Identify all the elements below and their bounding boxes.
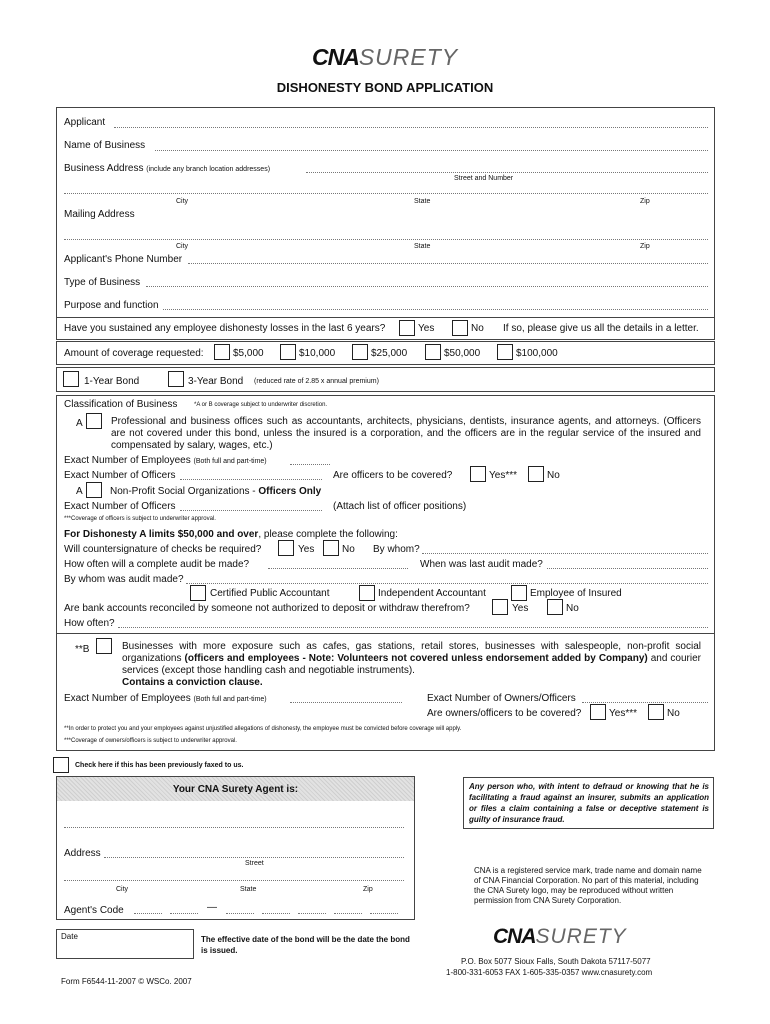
audit-by-label: By whom was audit made? (64, 574, 184, 585)
three-year-label: 3-Year Bond (188, 376, 244, 387)
coverage-5000-checkbox[interactable] (214, 344, 230, 360)
fraud-warning: Any person who, with intent to defraud or knowing that he is facilitating a fraud against an insurer, submits an application or files a claim containing a false or deceptive statement is guilty of insurance fraud. (469, 782, 709, 824)
b-exact-employees-field[interactable] (290, 702, 402, 703)
agent-street-caption: Street (245, 860, 264, 867)
coverage-100000-checkbox[interactable] (497, 344, 513, 360)
reconciled-no-label: No (566, 603, 579, 614)
city-caption: City (176, 198, 189, 205)
coverage-5000-label: $5,000 (233, 348, 264, 359)
class-a2-letter: A (76, 486, 83, 497)
cpa-checkbox[interactable] (190, 585, 206, 601)
class-a2-checkbox[interactable] (86, 482, 102, 498)
class-a-description: Professional and business offices such as accountants, architects, physicians, dentists, insurance agents, and attorneys. (Officers are not covered under this bond, unless the insured is a corporation, and the officers are in the regular service of the insured and compensated by salary, wages, etc.) (111, 416, 701, 451)
purpose-label: Purpose and function (64, 300, 159, 311)
how-often-field[interactable] (118, 627, 708, 628)
agent-address-field[interactable] (104, 857, 404, 858)
state-caption: State (414, 198, 431, 205)
exact-officers-label: Exact Number of Officers (64, 470, 176, 481)
class-b-text-1: Businesses with more exposure such as cafes, gas stations, retail stores, businesses with salespeople, non-profit social organizations (122, 641, 701, 664)
classification-note: *A or B coverage subject to underwriter discretion. (194, 402, 328, 408)
losses-details: If so, please give us all the details in a letter. (503, 323, 699, 334)
exact-officers2-field[interactable] (180, 510, 322, 511)
owners-yes-label: Yes*** (609, 708, 637, 719)
mailing-address-label: Mailing Address (64, 209, 135, 220)
coverage-100000-label: $100,000 (516, 348, 558, 359)
by-whom-field[interactable] (422, 553, 708, 554)
owners-covered-label: Are owners/officers to be covered? (427, 708, 582, 719)
type-of-business-field[interactable] (146, 286, 708, 287)
exact-owners-label: Exact Number of Owners/Officers (427, 693, 576, 704)
how-often-label: How often? (64, 618, 115, 629)
class-b-checkbox[interactable] (96, 638, 112, 654)
applicant-field[interactable] (114, 127, 708, 128)
reconciled-no-checkbox[interactable] (547, 599, 563, 615)
conviction-note: **In order to protect you and your employees against unjustified allegations of dishonesty, the employee must be convicted before coverage will apply. (64, 726, 462, 732)
coverage-25000-checkbox[interactable] (352, 344, 368, 360)
agent-address-line2[interactable] (64, 880, 404, 881)
purpose-field[interactable] (163, 309, 708, 310)
footer-logo-cna: CNA (493, 925, 536, 948)
dishonesty-a-rest: , please complete the following: (258, 529, 398, 540)
footer-cna-surety-logo (493, 925, 627, 949)
owners-no-checkbox[interactable] (648, 704, 664, 720)
faxed-label: Check here if this has been previously faxed to us. (75, 762, 244, 769)
countersign-yes-label: Yes (298, 544, 315, 555)
dishonesty-a-heading (64, 529, 398, 540)
class-a-letter: A (76, 418, 83, 429)
b-exact-employees-label (64, 693, 267, 704)
countersign-no-checkbox[interactable] (323, 540, 339, 556)
employee-insured-checkbox[interactable] (511, 585, 527, 601)
phone-field[interactable] (188, 263, 708, 264)
three-year-note: (reduced rate of 2.85 x annual premium) (254, 378, 379, 385)
type-of-business-label: Type of Business (64, 277, 141, 288)
cpa-label: Certified Public Accountant (210, 588, 330, 599)
last-audit-label: When was last audit made? (420, 559, 543, 570)
class-b-text-bold: (officers and employees - Note: Volunteers not covered unless endorsement added by Company) (184, 653, 648, 664)
officers-covered-label: Are officers to be covered? (333, 470, 453, 481)
mailing-address-field[interactable] (64, 239, 708, 240)
class-b-letter: **B (75, 644, 90, 655)
class-b-description (122, 641, 701, 689)
coverage-25000-label: $25,000 (371, 348, 408, 359)
audit-often-field[interactable] (268, 568, 408, 569)
losses-yes-label: Yes (418, 323, 435, 334)
officers-yes-label: Yes*** (489, 470, 517, 481)
business-address-text: Business Address (64, 163, 144, 174)
full-part-note: (Both full and part-time) (193, 458, 267, 465)
faxed-checkbox[interactable] (53, 757, 69, 773)
agent-code-digit-6[interactable] (334, 913, 362, 914)
agent-code-digit-3[interactable] (226, 913, 254, 914)
officers-no-label: No (547, 470, 560, 481)
coverage-50000-label: $50,000 (444, 348, 481, 359)
coverage-50000-checkbox[interactable] (425, 344, 441, 360)
officers-only-text: Officers Only (258, 486, 322, 497)
agent-code-dash: — (207, 902, 217, 913)
countersign-label: Will countersignature of checks be required? (64, 544, 262, 555)
losses-no-checkbox[interactable] (452, 320, 468, 336)
losses-question: Have you sustained any employee dishonesty losses in the last 6 years? (64, 323, 386, 334)
business-address-label (64, 163, 270, 174)
agent-code-label: Agent's Code (64, 905, 124, 916)
owners-coverage-note: ***Coverage of owners/officers is subject to underwriter approval. (64, 738, 237, 744)
nonprofit-label (110, 486, 321, 497)
countersign-no-label: No (342, 544, 355, 555)
footer-phone: 1-800-331-6053 FAX 1-605-335-0357 www.cnasurety.com (446, 968, 653, 977)
exact-employees-label (64, 455, 267, 466)
date-label: Date (61, 932, 78, 941)
state-caption-2: State (414, 243, 431, 250)
agent-address-label: Address (64, 848, 101, 859)
reconciled-label: Are bank accounts reconciled by someone not authorized to deposit or withdraw therefrom? (64, 603, 470, 614)
agent-name-field[interactable] (64, 827, 404, 828)
footer-po-box: P.O. Box 5077 Sioux Falls, South Dakota 57117-5077 (461, 957, 651, 966)
class-b-conviction: Contains a conviction clause. (122, 677, 263, 688)
class-b-divider (56, 633, 715, 634)
exact-employees-text: Exact Number of Employees (64, 455, 191, 466)
last-audit-field[interactable] (547, 568, 708, 569)
trademark-notice: CNA is a registered service mark, trade name and domain name of CNA Financial Corporation. No part of this material, including the CNA Surety logo, may be reproduced without written permission from CNA Surety Corporation. (474, 866, 702, 905)
coverage-10000-label: $10,000 (299, 348, 336, 359)
exact-officers-field[interactable] (180, 479, 322, 480)
by-whom-label: By whom? (373, 544, 420, 555)
agent-code-digit-1[interactable] (134, 913, 162, 914)
owners-yes-checkbox[interactable] (590, 704, 606, 720)
three-year-checkbox[interactable] (168, 371, 184, 387)
agent-state-caption: State (240, 886, 257, 893)
applicant-label: Applicant (64, 117, 106, 128)
exact-owners-field[interactable] (582, 702, 708, 703)
business-address-field[interactable] (306, 172, 708, 173)
attach-note: (Attach list of officer positions) (333, 501, 467, 512)
nonprofit-text: Non-Profit Social Organizations - (110, 486, 259, 497)
zip-caption-2: Zip (640, 243, 650, 250)
dishonesty-a-bold: For Dishonesty A limits $50,000 and over (64, 529, 259, 540)
cna-surety-logo (312, 44, 458, 71)
officers-no-checkbox[interactable] (528, 466, 544, 482)
effective-date-note: The effective date of the bond will be the date the bond is issued. (201, 935, 410, 955)
classification-title: Classification of Business (64, 399, 178, 410)
bond-term-panel (56, 367, 715, 392)
logo-surety-text: SURETY (358, 44, 459, 70)
audit-by-field[interactable] (186, 583, 708, 584)
business-name-field[interactable] (155, 150, 708, 151)
agent-header: Your CNA Surety Agent is: (172, 784, 299, 795)
officers-coverage-note: ***Coverage of officers is subject to underwriter approval. (64, 516, 216, 522)
officers-yes-checkbox[interactable] (470, 466, 486, 482)
independent-label: Independent Accountant (378, 588, 486, 599)
reconciled-yes-checkbox[interactable] (492, 599, 508, 615)
losses-yes-checkbox[interactable] (399, 320, 415, 336)
owners-no-label: No (667, 708, 680, 719)
agent-code-digit-7[interactable] (370, 913, 398, 914)
city-caption-2: City (176, 243, 189, 250)
business-name-label: Name of Business (64, 140, 146, 151)
coverage-10000-checkbox[interactable] (280, 344, 296, 360)
one-year-checkbox[interactable] (63, 371, 79, 387)
business-address-line2[interactable] (64, 193, 708, 194)
b-exact-employees-text: Exact Number of Employees (64, 693, 191, 704)
reconciled-yes-label: Yes (512, 603, 529, 614)
exact-employees-field[interactable] (290, 464, 330, 465)
page-title: DISHONESTY BOND APPLICATION (276, 80, 494, 95)
agent-code-digit-2[interactable] (170, 913, 198, 914)
agent-zip-caption: Zip (363, 886, 373, 893)
countersign-yes-checkbox[interactable] (278, 540, 294, 556)
agent-code-digit-5[interactable] (298, 913, 326, 914)
b-full-part-note: (Both full and part-time) (193, 696, 267, 703)
street-number-caption: Street and Number (454, 175, 514, 182)
losses-no-label: No (471, 323, 484, 334)
agent-city-caption: City (116, 886, 129, 893)
business-address-note: (include any branch location addresses) (146, 166, 271, 173)
phone-label: Applicant's Phone Number (64, 254, 183, 265)
footer-logo-surety: SURETY (535, 925, 627, 948)
audit-often-label: How often will a complete audit be made? (64, 559, 250, 570)
zip-caption: Zip (640, 198, 650, 205)
one-year-label: 1-Year Bond (84, 376, 140, 387)
class-b-text-2: and courier services (except those handling cash and negotiable instruments). (122, 653, 702, 676)
independent-checkbox[interactable] (359, 585, 375, 601)
form-number: Form F6544-11-2007 © WSCo. 2007 (61, 977, 192, 986)
class-a-checkbox[interactable] (86, 413, 102, 429)
agent-code-digit-4[interactable] (262, 913, 290, 914)
coverage-label: Amount of coverage requested: (64, 348, 204, 359)
employee-insured-label: Employee of Insured (530, 588, 622, 599)
exact-officers2-label: Exact Number of Officers (64, 501, 176, 512)
logo-cna-text: CNA (312, 44, 359, 70)
